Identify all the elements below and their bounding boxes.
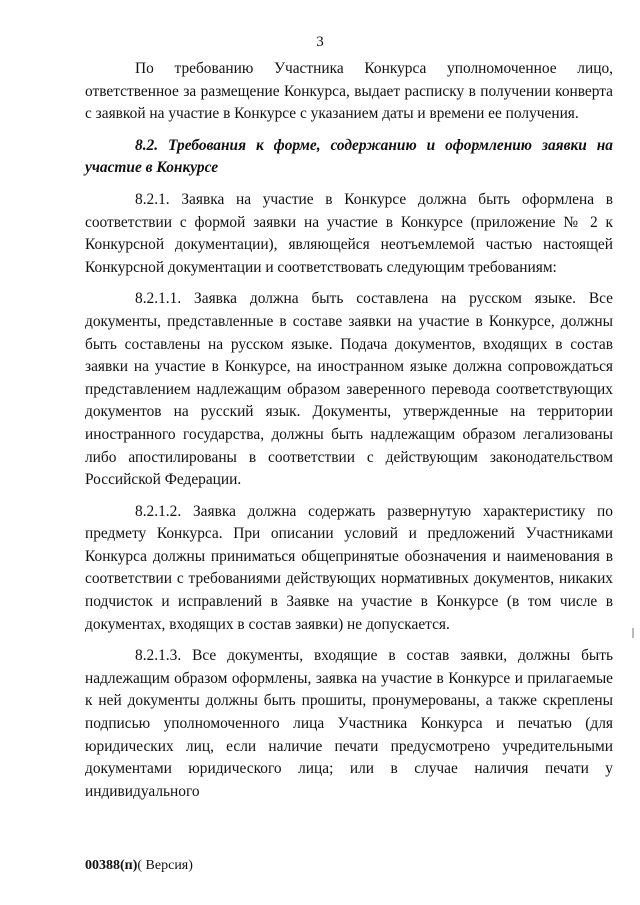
scan-margin-mark <box>632 628 634 638</box>
paragraph-8-2-1-3: 8.2.1.3. Все документы, входящие в состав заявки, должны быть надлежащим образом оформлены, заявка на участие в Конкурсе и прилагаемые к ней документы должны быть прошиты, пронумерованы, а также скреплены подписью уполномоченного лица Участника Конкурса и печатью (для юридических лиц, если наличие печати предусмотрено учредительными документами юридического лица; или в случае наличия печати у индивидуального <box>85 647 613 800</box>
paragraph-8-2-1-1: 8.2.1.1. Заявка должна быть составлена на русском языке. Все документы, представленные в составе заявки на участие в Конкурсе, должны быть составлены на русском языке. Подача документов, входящих в состав заявки на участие в Конкурсе, на иностранном языке должна сопровождаться представлением надлежащим образом заверенного перевода соответствующих документов на русский язык. Документы, утвержденные на территории иностранного государства, должны быть надлежащим образом легализованы либо апостилированы в соответствии с действующим законодательством Российской Федерации. <box>85 290 613 489</box>
paragraph-receipt: По требованию Участника Конкурса уполномоченное лицо, ответственное за размещение Конкурса, выдает расписку в получении конверта с заявкой на участие в Конкурсе с указанием даты и времени ее получения. <box>85 60 613 123</box>
document-body <box>85 58 613 803</box>
page-number: 3 <box>316 34 324 50</box>
footer-version: ( Версия) <box>137 858 193 873</box>
paragraph-8-2-1: 8.2.1. Заявка на участие в Конкурсе должна быть оформлена в соответствии с формой заявки на участие в Конкурсе (приложение № 2 к Конкурсной документации), являющейся неотъемлемой частью настоящей Конкурсной документации и соответствовать следующим требованиям: <box>85 190 613 276</box>
footer-code: 00388(п) <box>85 858 138 873</box>
footer <box>85 858 193 874</box>
section-heading-8-2: 8.2. Требования к форме, содержанию и оформлению заявки на участие в Конкурсе <box>85 136 613 177</box>
paragraph-8-2-1-2: 8.2.1.2. Заявка должна содержать развернутую характеристику по предмету Конкурса. При описании условий и предложений Участниками Конкурса должны приниматься общепринятые обозначения и наименования в соответствии с требованиями действующих нормативных документов, никаких подчисток и исправлений в Заявке на участие в Конкурсе (в том числе в документах, входящих в состав заявки) не допускается. <box>85 502 613 633</box>
